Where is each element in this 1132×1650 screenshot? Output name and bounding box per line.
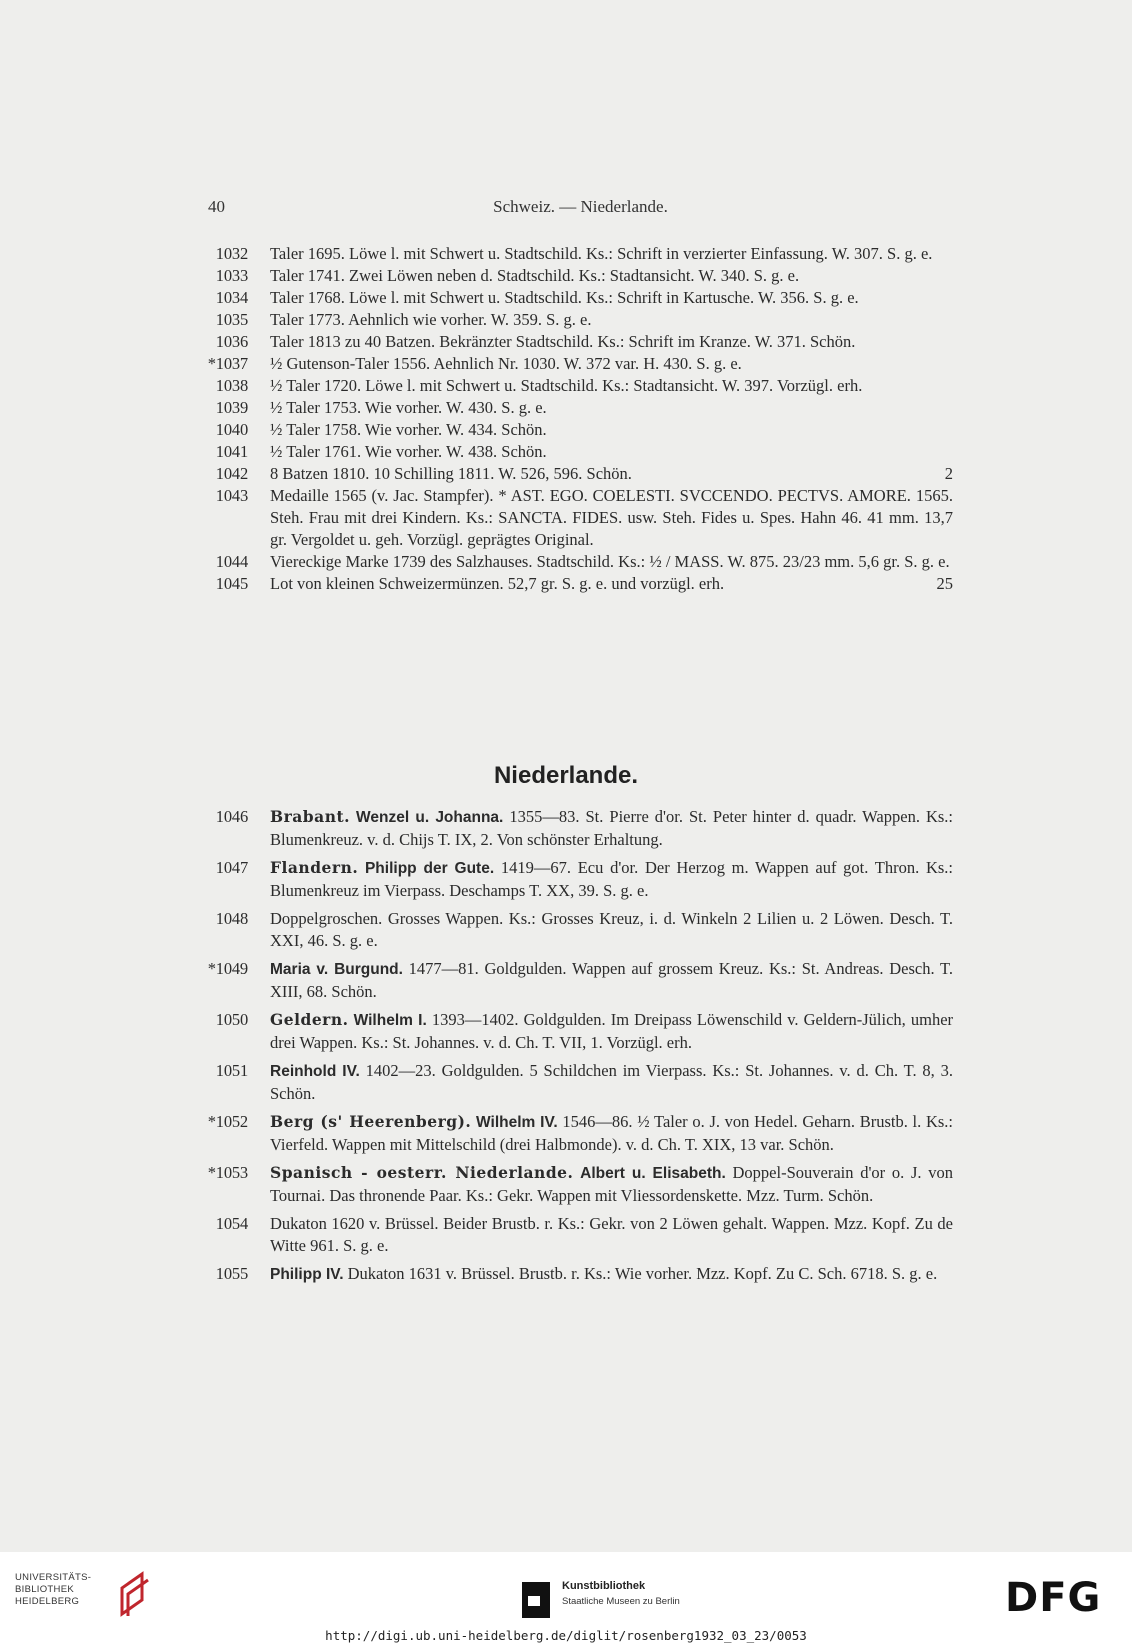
catalog-entry — [200, 375, 953, 397]
entry-description: Lot von kleinen Schweizermünzen. 52,7 gr. S. g. e. und vorzügl. erh. — [270, 574, 725, 593]
catalog-entry — [200, 573, 953, 595]
lot-number: 1036 — [215, 332, 248, 351]
catalog-entry — [200, 485, 953, 551]
entry-text — [270, 806, 953, 851]
catalog-list-niederlande — [200, 806, 953, 1292]
ruler-name: Philipp der Gute. — [364, 860, 495, 877]
entry-text — [270, 419, 953, 441]
entry-text — [270, 1111, 953, 1156]
entry-description: 1393—1402. Goldgulden. Im Dreipass Löwenschild v. Geldern-Jülich, umher drei Wappen. Ks.: St. Johannes. v. d. Ch. T. VII, 1. Vorzügl. erh. — [270, 1010, 954, 1052]
uni-line-2: BIBLIOTHEK — [15, 1584, 74, 1595]
section-heading: Niederlande. — [493, 762, 639, 789]
lot-number: 1047 — [215, 858, 248, 877]
entry-description: Doppelgroschen. Grosses Wappen. Ks.: Grosses Kreuz, i. d. Winkeln 2 Lilien u. 2 Löwen. Desch. T. XXI, 46. S. g. e. — [270, 909, 953, 950]
lot-number: 1039 — [215, 398, 248, 417]
running-title: Schweiz. — Niederlande. — [493, 197, 668, 216]
catalog-entry — [200, 1111, 953, 1156]
catalog-entry — [200, 441, 953, 463]
catalog-entry — [200, 1162, 953, 1207]
entry-description: ½ Gutenson-Taler 1556. Aehnlich Nr. 1030. W. 372 var. H. 430. S. g. e. — [270, 354, 742, 373]
entry-text — [270, 441, 953, 463]
lot-number: *1037 — [207, 354, 248, 373]
lot-number: 1038 — [215, 376, 248, 395]
entry-text — [270, 958, 953, 1003]
entry-description: Dukaton 1631 v. Brüssel. Brustb. r. Ks.: Wie vorher. Mzz. Kopf. Zu C. Sch. 6718. S. g. e. — [347, 1264, 938, 1283]
entry-text — [270, 1162, 953, 1207]
ruler-name: Wilhelm I. — [353, 1012, 427, 1029]
lot-number: 1034 — [215, 288, 248, 307]
lot-number: *1053 — [207, 1163, 248, 1182]
catalog-entry — [200, 908, 953, 952]
ruler-name: Reinhold IV. — [270, 1063, 360, 1080]
region-name: Berg (s' Heerenberg). — [270, 1112, 472, 1131]
entry-description: 1402—23. Goldgulden. 5 Schildchen im Vierpass. Ks.: St. Johannes. v. d. Ch. T. 8, 3. Schön. — [270, 1061, 953, 1103]
entry-price: 2 — [944, 464, 953, 483]
lot-number: 1044 — [215, 552, 248, 571]
catalog-entry — [200, 243, 953, 265]
entry-price: 25 — [936, 574, 953, 593]
entry-description: 1477—81. Goldgulden. Wappen auf grossem Kreuz. Ks.: St. Andreas. Desch. T. XIII, 68. Schön. — [270, 959, 953, 1001]
entry-description: Medaille 1565 (v. Jac. Stampfer). * AST. EGO. COELESTI. SVCCENDO. PECTVS. AMORE. 1565. Steh. Frau mit drei Kindern. Ks.: SANCTA. FIDES. usw. Steh. Fides u. Spes. Hahn 46. 41 mm. 13,7 gr. Vergoldet u. geh. Vorzügl. geprägtes Original. — [270, 486, 953, 549]
uni-line-3: HEIDELBERG — [15, 1596, 80, 1607]
entry-text — [270, 1263, 953, 1286]
catalog-entry — [200, 353, 953, 375]
catalog-entry — [200, 419, 953, 441]
kunstbibliothek-logo[interactable] — [518, 1578, 738, 1622]
kb-subtitle: Staatliche Museen zu Berlin — [562, 1596, 680, 1607]
entry-description: Taler 1695. Löwe l. mit Schwert u. Stadtschild. Ks.: Schrift in verzierter Einfassung. W. 307. S. g. e. — [270, 244, 933, 263]
lot-number: 1051 — [215, 1061, 248, 1080]
catalog-entry — [200, 1060, 953, 1105]
entry-description: Taler 1773. Aehnlich wie vorher. W. 359. S. g. e. — [270, 310, 592, 329]
entry-text — [270, 1009, 953, 1054]
entry-text — [270, 1060, 953, 1105]
dfg-logo[interactable]: DFG — [1005, 1575, 1102, 1621]
catalog-entry — [200, 1213, 953, 1257]
lot-number: *1049 — [207, 959, 248, 978]
ruler-name: Wenzel u. Johanna. — [356, 809, 504, 826]
entry-description: ½ Taler 1761. Wie vorher. W. 438. Schön. — [270, 442, 547, 461]
entry-text — [270, 1213, 953, 1257]
lot-number: 1043 — [215, 486, 248, 505]
catalog-entry — [200, 309, 953, 331]
entry-description: Doppel-Souverain d'or o. J. von Tournai. Das thronende Paar. Ks.: Gekr. Wappen mit Vliessordenskette. Mzz. Turm. Schön. — [270, 1163, 954, 1205]
entry-text — [270, 331, 953, 353]
ruler-name: Philipp IV. — [270, 1266, 344, 1283]
lot-number: 1041 — [215, 442, 248, 461]
region-name: Spanisch - oesterr. Niederlande. — [270, 1163, 574, 1182]
entry-text — [270, 287, 953, 309]
entry-description: 8 Batzen 1810. 10 Schilling 1811. W. 526, 596. Schön. — [270, 464, 632, 483]
entry-text — [270, 265, 953, 287]
entry-text — [270, 463, 953, 485]
region-name: Geldern. — [270, 1010, 349, 1029]
entry-text — [270, 908, 953, 952]
entry-text — [270, 551, 953, 573]
entry-description: Viereckige Marke 1739 des Salzhauses. Stadtschild. Ks.: ½ / MASS. W. 875. 23/23 mm. 5,6 gr. S. g. e. — [270, 552, 950, 571]
lot-number: 1042 — [215, 464, 248, 483]
ruler-name: Wilhelm IV. — [476, 1114, 558, 1131]
kunstbibliothek-emblem-icon — [518, 1580, 554, 1620]
catalog-entry — [200, 806, 953, 851]
lot-number: 1045 — [215, 574, 248, 593]
entry-description: 1355—83. St. Pierre d'or. St. Peter hinter d. quadr. Wappen. Ks.: Blumenkreuz. v. d. Chijs T. IX, 2. Von schönster Erhaltung. — [270, 807, 954, 849]
lot-number: 1055 — [215, 1264, 248, 1283]
catalog-entry — [200, 1009, 953, 1054]
page-number: 40 — [208, 197, 225, 216]
uni-emblem-icon — [112, 1570, 152, 1618]
catalog-entry — [200, 463, 953, 485]
lot-number: 1050 — [215, 1010, 248, 1029]
catalog-entry — [200, 958, 953, 1003]
entry-description: ½ Taler 1753. Wie vorher. W. 430. S. g. e. — [270, 398, 547, 417]
entry-text — [270, 857, 953, 902]
catalog-entry — [200, 265, 953, 287]
lot-number: *1052 — [207, 1112, 248, 1131]
catalog-entry — [200, 551, 953, 573]
entry-description: Dukaton 1620 v. Brüssel. Beider Brustb. r. Ks.: Gekr. von 2 Löwen gehalt. Wappen. Mzz. Kopf. Zu de Witte 961. S. g. e. — [270, 1214, 953, 1255]
catalog-entry — [200, 1263, 953, 1286]
entry-text — [270, 353, 953, 375]
catalog-entry — [200, 287, 953, 309]
entry-description: 1546—86. ½ Taler o. J. von Hedel. Geharn. Brustb. l. Ks.: Vierfeld. Wappen mit Mittelschild (drei Halbmonde). v. d. Ch. T. XIX, 13 var. Schön. — [270, 1112, 954, 1154]
entry-description: Taler 1768. Löwe l. mit Schwert u. Stadtschild. Ks.: Schrift in Kartusche. W. 356. S. g. e. — [270, 288, 859, 307]
lot-number: 1040 — [215, 420, 248, 439]
entry-description: ½ Taler 1720. Löwe l. mit Schwert u. Stadtschild. Ks.: Stadtansicht. W. 397. Vorzügl. erh. — [270, 376, 863, 395]
catalog-entry — [200, 397, 953, 419]
entry-description: Taler 1741. Zwei Löwen neben d. Stadtschild. Ks.: Stadtansicht. W. 340. S. g. e. — [270, 266, 800, 285]
lot-number: 1035 — [215, 310, 248, 329]
lot-number: 1046 — [215, 807, 248, 826]
region-name: Brabant. — [270, 807, 351, 826]
lot-number: 1033 — [215, 266, 248, 285]
region-name: Flandern. — [270, 858, 359, 877]
lot-number: 1048 — [215, 909, 248, 928]
lot-number: 1054 — [215, 1214, 248, 1233]
permalink-url[interactable]: http://digi.ub.uni-heidelberg.de/diglit/rosenberg1932_03_23/0053 — [325, 1628, 807, 1643]
kb-name: Kunstbibliothek — [562, 1580, 646, 1592]
ruler-name: Maria v. Burgund. — [270, 961, 403, 978]
catalog-entry — [200, 857, 953, 902]
entry-description: ½ Taler 1758. Wie vorher. W. 434. Schön. — [270, 420, 547, 439]
ruler-name: Albert u. Elisabeth. — [580, 1165, 726, 1182]
entry-text — [270, 573, 953, 595]
entry-text — [270, 485, 953, 551]
uni-line-1: UNIVERSITÄTS- — [15, 1572, 92, 1583]
entry-text — [270, 375, 953, 397]
entry-description: Taler 1813 zu 40 Batzen. Bekränzter Stadtschild. Ks.: Schrift im Kranze. W. 371. Schön. — [270, 332, 856, 351]
university-library-logo[interactable] — [15, 1570, 155, 1620]
entry-description: 1419—67. Ecu d'or. Der Herzog m. Wappen auf got. Thron. Ks.: Blumenkreuz im Vierpass. Deschamps T. XX, 39. S. g. e. — [270, 858, 954, 900]
entry-text — [270, 309, 953, 331]
lot-number: 1032 — [215, 244, 248, 263]
entry-text — [270, 397, 953, 419]
catalog-list-schweiz — [200, 243, 953, 595]
catalog-entry — [200, 331, 953, 353]
entry-text — [270, 243, 953, 265]
